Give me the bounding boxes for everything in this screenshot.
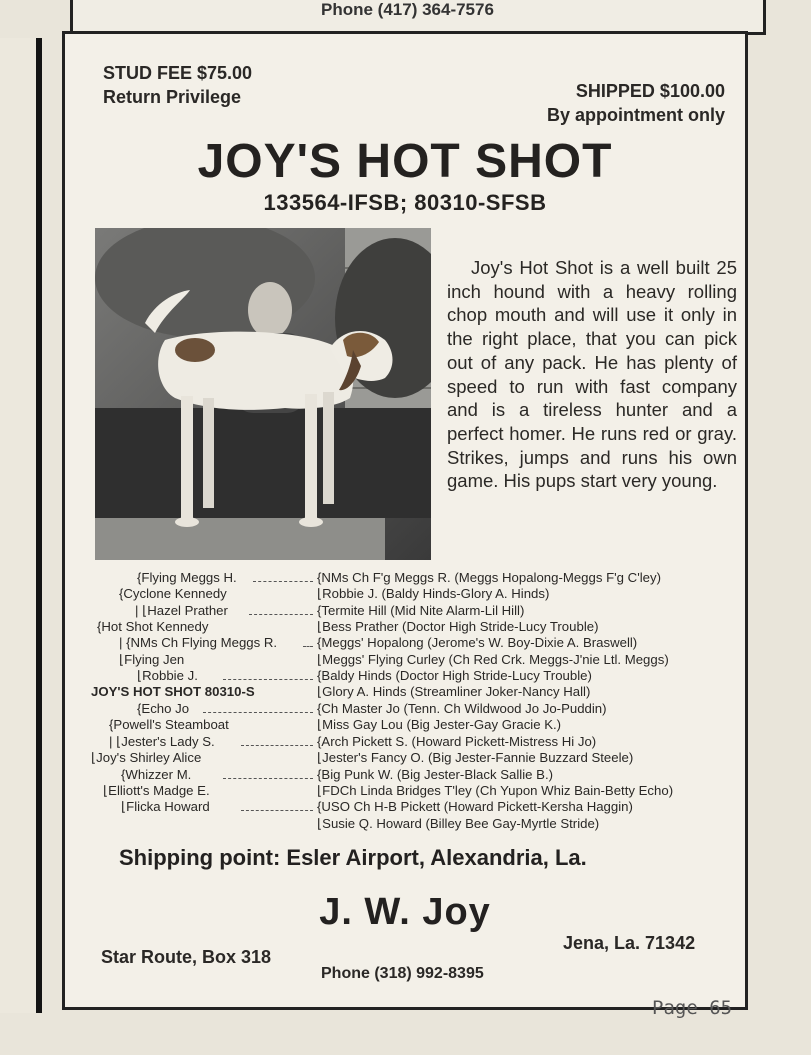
pedigree-entry: ⌊Elliott's Madge E. <box>103 783 210 798</box>
pedigree-dash <box>253 581 313 582</box>
hound-photo <box>95 228 431 560</box>
return-privilege: Return Privilege <box>103 87 242 107</box>
pedigree-entry: {Echo Jo <box>137 701 190 716</box>
pedigree-line: ⌊Glory A. Hinds (Streamliner Joker-Nancy Hall) <box>317 684 591 699</box>
pedigree-line: ⌊Meggs' Flying Curley (Ch Red Crk. Meggs-J'nie Ltl. Meggs) <box>317 652 669 667</box>
pedigree-line: ⌊Miss Gay Lou (Big Jester-Gay Gracie K.) <box>317 717 562 732</box>
pedigree-line: {Termite Hill (Mid Nite Alarm-Lil Hill) <box>317 603 525 618</box>
by-appointment: By appointment only <box>546 105 725 125</box>
pedigree-entry: ⌊Flying Jen <box>119 652 185 667</box>
pedigree-dash <box>249 614 313 615</box>
pedigree-line: ⌊Susie Q. Howard (Billey Bee Gay-Myrtle Stride) <box>317 816 600 831</box>
previous-ad-box <box>70 0 766 35</box>
pedigree-entry: {Hot Shot Kennedy <box>97 619 209 634</box>
pedigree-line: {USO Ch H-B Pickett (Howard Pickett-Kersha Haggin) <box>317 799 633 814</box>
pedigree-entry: {Cyclone Kennedy <box>119 586 227 601</box>
pedigree-entry: ⌊Robbie J. <box>137 668 198 683</box>
pedigree-line: ⌊Bess Prather (Doctor High Stride-Lucy Trouble) <box>317 619 599 634</box>
pedigree-line: ⌊Jester's Fancy O. (Big Jester-Fannie Buzzard Steele) <box>317 750 634 765</box>
page-number: Page 65 <box>652 997 733 1019</box>
shipped-fee: SHIPPED $100.00 <box>575 81 725 101</box>
pedigree-line: {Arch Pickett S. (Howard Pickett-Mistress Hi Jo) <box>317 734 597 749</box>
stud-fee: STUD FEE $75.00 <box>103 63 253 83</box>
pedigree-dash <box>241 745 313 746</box>
pedigree-entry: {Flying Meggs H. <box>137 570 237 585</box>
hound-description <box>447 256 737 493</box>
pedigree-dash <box>303 646 313 647</box>
pedigree-entry: ⌊Joy's Shirley Alice <box>91 750 202 765</box>
pedigree-line: {Big Punk W. (Big Jester-Black Sallie B.) <box>317 767 553 782</box>
pedigree-chart <box>85 570 747 832</box>
description-text: Joy's Hot Shot is a well built 25 inch hound with a heavy rolling chop mouth and will use it only in the right place, that you can pick out of any pack. He has plenty of speed to run with fast company and is a tireless hunter and a perfect homer. He runs red or gray. Strikes, jumps and runs his own game. His pups start very young. <box>447 257 737 492</box>
ad-title: JOY'S HOT SHOT <box>197 135 613 188</box>
pedigree-line: ⌊FDCh Linda Bridges T'ley (Ch Yupon Whiz Bain-Betty Echo) <box>317 783 674 798</box>
pedigree-subject: JOY'S HOT SHOT 80310-S <box>91 684 255 699</box>
pedigree-entry: ⌊Flicka Howard <box>121 799 210 814</box>
pedigree-line: {NMs Ch F'g Meggs R. (Meggs Hopalong-Meggs F'g C'ley) <box>317 570 661 585</box>
shipping-fee-block <box>547 79 725 127</box>
shipping-point: Shipping point: Esler Airport, Alexandria, La. <box>119 845 587 870</box>
pedigree-entry: {Powell's Steamboat <box>109 717 229 732</box>
stud-fee-block <box>103 61 252 109</box>
pedigree-line: {Ch Master Jo (Tenn. Ch Wildwood Jo Jo-Puddin) <box>317 701 607 716</box>
pedigree-line: {Meggs' Hopalong (Jerome's W. Boy-Dixie A. Braswell) <box>317 635 638 650</box>
pedigree-grandparents <box>317 570 757 832</box>
previous-ad-phone: Phone (417) 364-7576 <box>321 0 494 19</box>
pedigree-entry: | {NMs Ch Flying Meggs R. <box>119 635 278 650</box>
hound-photo-illustration <box>95 228 431 560</box>
adjacent-page-edge <box>0 38 42 1013</box>
pedigree-line: ⌊Robbie J. (Baldy Hinds-Glory A. Hinds) <box>317 586 550 601</box>
pedigree-dash <box>241 810 313 811</box>
pedigree-entry: {Whizzer M. <box>121 767 192 782</box>
owner-phone: Phone (318) 992-8395 <box>321 965 484 982</box>
pedigree-dash <box>223 679 313 680</box>
pedigree-line: {Baldy Hinds (Doctor High Stride-Lucy Trouble) <box>317 668 592 683</box>
owner-city: Jena, La. 71342 <box>563 933 696 953</box>
stud-advertisement <box>62 31 748 1010</box>
registration-numbers: 133564-IFSB; 80310-SFSB <box>263 190 547 215</box>
pedigree-entry: | ⌊Jester's Lady S. <box>109 734 215 749</box>
owner-address: Star Route, Box 318 <box>101 947 272 967</box>
pedigree-dash <box>203 712 313 713</box>
pedigree-dash <box>223 778 313 779</box>
owner-name: J. W. Joy <box>319 891 491 933</box>
pedigree-entry: | ⌊Hazel Prather <box>135 603 228 618</box>
